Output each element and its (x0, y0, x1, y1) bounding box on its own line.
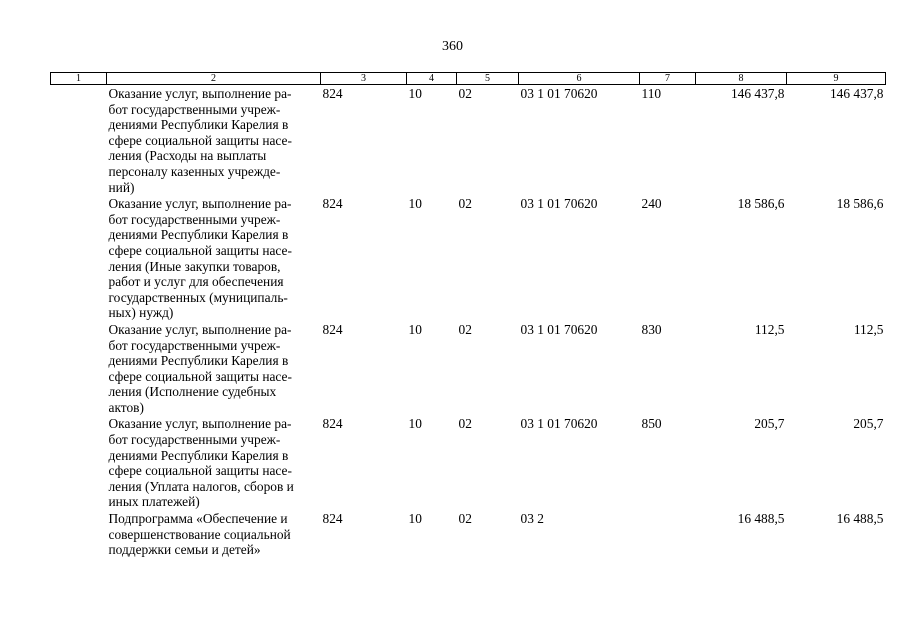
subsection-code: 02 (458, 196, 472, 212)
item-name (107, 415, 321, 510)
item-name-line: сфере социальной защиты насе- (108, 242, 292, 258)
section-code: 10 (408, 321, 422, 337)
item-name-line: Оказание услуг, выполнение ра- (108, 196, 292, 212)
target-article-code: 03 1 01 70620 (520, 86, 598, 101)
column-header: 4 (407, 73, 457, 85)
target-article-code: 03 1 01 70620 (520, 321, 598, 337)
ministry-code: 824 (322, 511, 343, 527)
page-number: 360 (442, 39, 463, 54)
section-code: 10 (408, 416, 422, 432)
item-name (107, 195, 321, 321)
amount-year-2: 16 488,5 (836, 511, 884, 527)
section-code: 10 (408, 196, 422, 212)
amount-year-1: 112,5 (754, 321, 785, 337)
item-name-line: ных) нужд) (108, 305, 174, 321)
item-name-line: работ и услуг для обеспечения (108, 274, 284, 290)
target-article-code: 03 2 (520, 511, 544, 527)
item-name-line: дениями Республики Карелия в (108, 447, 289, 463)
column-header: 8 (696, 73, 787, 85)
item-name-line: государственных (муниципаль- (108, 289, 288, 305)
column-header: 1 (51, 73, 107, 85)
item-name-line: дениями Республики Карелия в (108, 227, 289, 243)
row-col1 (51, 85, 107, 196)
amount-year-2: 18 586,6 (836, 196, 884, 212)
item-name-line: актов) (108, 399, 144, 415)
amount-year-2: 146 437,8 (829, 86, 884, 101)
subsection-code: 02 (458, 511, 472, 527)
item-name-line: сфере социальной защиты насе- (108, 463, 292, 479)
amount-year-2: 205,7 (853, 416, 884, 432)
item-name-line: ления (Исполнение судебных (108, 384, 277, 400)
item-name (107, 321, 321, 416)
item-name-line: ления (Иные закупки товаров, (108, 258, 281, 274)
ministry-code: 824 (322, 196, 343, 212)
expense-type-code (640, 510, 696, 558)
item-name-line: бот государственными учреж- (108, 432, 281, 448)
amount-year-2: 112,5 (853, 321, 884, 337)
target-article-code: 03 1 01 70620 (520, 196, 598, 212)
item-name-line: дениями Республики Карелия в (108, 117, 289, 133)
amount-year-1: 18 586,6 (737, 196, 785, 212)
subsection-code: 02 (458, 416, 472, 432)
item-name-line: Подпрограмма «Обеспечение и (108, 511, 288, 527)
item-name-line: иных платежей) (108, 494, 200, 510)
item-name-line: Оказание услуг, выполнение ра- (108, 86, 292, 101)
item-name (107, 85, 321, 196)
expense-type-code: 110 (641, 86, 662, 101)
table-row (51, 85, 886, 196)
item-name-line: ний) (108, 179, 135, 195)
subsection-code: 02 (458, 86, 472, 101)
subsection-code: 02 (458, 321, 472, 337)
expense-type-code: 830 (641, 321, 662, 337)
column-header: 9 (787, 73, 886, 85)
column-header: 3 (321, 73, 407, 85)
amount-year-1: 146 437,8 (730, 86, 785, 101)
amount-year-1: 16 488,5 (737, 511, 785, 527)
ministry-code: 824 (322, 416, 343, 432)
column-header: 6 (519, 73, 640, 85)
column-header: 5 (457, 73, 519, 85)
table-row (51, 321, 886, 416)
item-name-line: бот государственными учреж- (108, 101, 281, 117)
item-name-line: бот государственными учреж- (108, 211, 281, 227)
row-col1 (51, 415, 107, 510)
table-row (51, 195, 886, 321)
row-col1 (51, 321, 107, 416)
item-name-line: ления (Уплата налогов, сборов и (108, 478, 294, 494)
expense-type-code: 240 (641, 196, 662, 212)
row-col1 (51, 510, 107, 558)
column-number-header-row (51, 73, 886, 85)
amount-year-1: 205,7 (754, 416, 785, 432)
item-name-line: поддержки семьи и детей» (108, 542, 261, 558)
item-name-line: Оказание услуг, выполнение ра- (108, 416, 292, 432)
item-name-line: дениями Республики Карелия в (108, 353, 289, 369)
expense-type-code: 850 (641, 416, 662, 432)
table-row (51, 510, 886, 558)
section-code: 10 (408, 511, 422, 527)
item-name-line: ления (Расходы на выплаты (108, 148, 267, 164)
budget-table (50, 72, 886, 558)
row-col1 (51, 195, 107, 321)
item-name (107, 510, 321, 558)
column-header: 7 (640, 73, 696, 85)
table-row (51, 415, 886, 510)
item-name-line: персоналу казенных учрежде- (108, 163, 281, 179)
target-article-code: 03 1 01 70620 (520, 416, 598, 432)
column-header: 2 (107, 73, 321, 85)
item-name-line: совершенствование социальной (108, 526, 291, 542)
ministry-code: 824 (322, 86, 343, 101)
item-name-line: сфере социальной защиты насе- (108, 132, 292, 148)
item-name-line: Оказание услуг, выполнение ра- (108, 321, 292, 337)
ministry-code: 824 (322, 321, 343, 337)
item-name-line: бот государственными учреж- (108, 337, 281, 353)
section-code: 10 (408, 86, 422, 101)
item-name-line: сфере социальной защиты насе- (108, 368, 292, 384)
